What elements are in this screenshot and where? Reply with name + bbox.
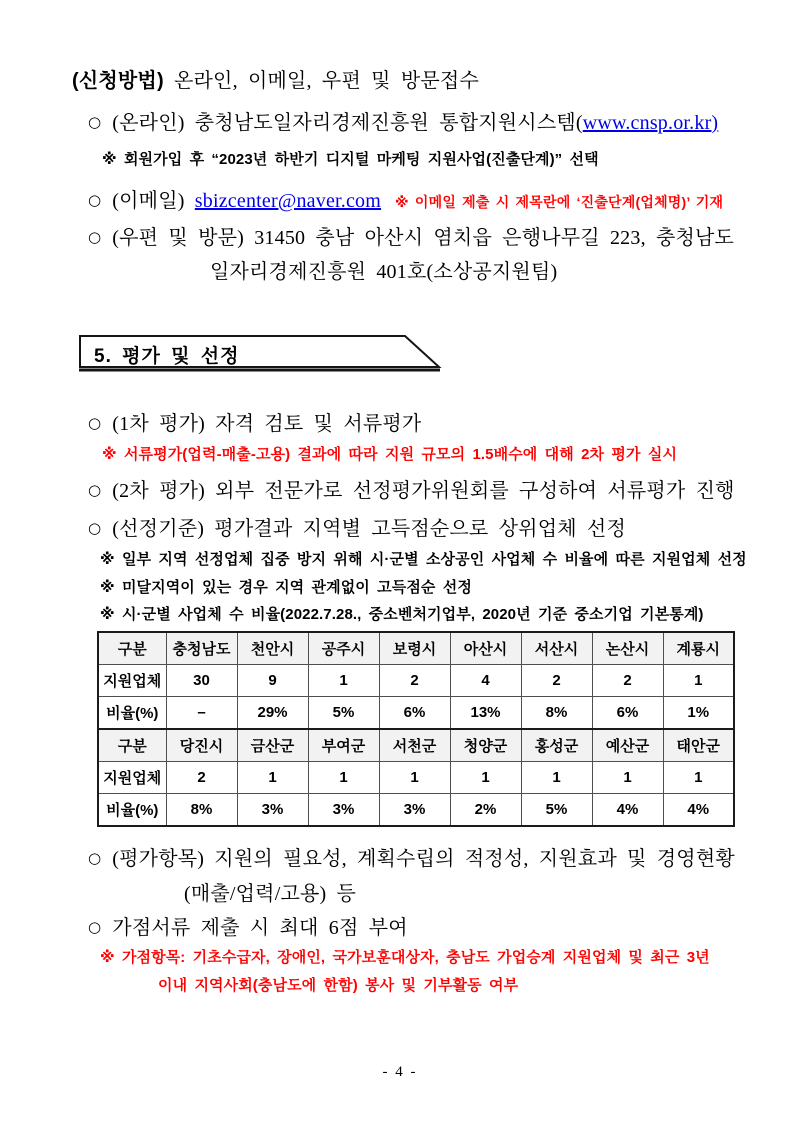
table-cell: – (166, 697, 237, 730)
table-row-label: 비율(%) (98, 697, 166, 730)
apply-method-text: 온라인, 이메일, 우편 및 방문접수 (174, 70, 479, 92)
circle-bullet-icon: ○ (88, 191, 102, 209)
table-header-cell: 구분 (98, 632, 166, 665)
table-cell: 6% (592, 697, 663, 730)
table-cell: 8% (521, 697, 592, 730)
circle-bullet-icon: ○ (88, 481, 102, 499)
table-cell: 1 (308, 665, 379, 697)
table-header-cell: 서천군 (379, 729, 450, 762)
circle-bullet-icon: ○ (88, 918, 102, 936)
table-row (98, 794, 734, 827)
items-text: (평가항목) 지원의 필요성, 계획수립의 적정성, 지원효과 및 경영현황 (112, 848, 735, 870)
table-row-label: 지원업체 (98, 762, 166, 794)
circle-bullet-icon: ○ (88, 228, 102, 246)
eval1-note: ※ 서류평가(업력-매출-고용) 결과에 따라 지원 규모의 1.5배수에 대해 2차 평가 실시 (102, 446, 678, 463)
circle-bullet-icon: ○ (88, 519, 102, 537)
bonus-line (88, 911, 408, 940)
table-header-cell: 충청남도 (166, 632, 237, 665)
email-label: (이메일) (112, 190, 195, 212)
items-line-cont: (매출/업력/고용) 등 (184, 883, 357, 905)
table-cell: 13% (450, 697, 521, 730)
email-subject-note: ※ 이메일 제출 시 제목란에 ‘진출단계(업체명)’ 기재 (395, 194, 724, 210)
table-row (98, 665, 734, 697)
table-cell: 30 (166, 665, 237, 697)
bonus-text: 가점서류 제출 시 최대 6점 부여 (112, 917, 408, 939)
table-cell: 29% (237, 697, 308, 730)
table-cell: 5% (521, 794, 592, 827)
table-cell: 3% (308, 794, 379, 827)
table-header-cell: 금산군 (237, 729, 308, 762)
apply-method-label: (신청방법) (72, 70, 164, 92)
email-line (88, 184, 723, 213)
member-signup-note: ※ 회원가입 후 “2023년 하반기 디지털 마케팅 지원사업(진출단계)” 선택 (102, 151, 599, 168)
criteria-text: (선정기준) 평가결과 지역별 고득점순으로 상위업체 선정 (112, 518, 626, 540)
table-cell: 3% (237, 794, 308, 827)
circle-bullet-icon: ○ (88, 849, 102, 867)
criteria-note-2: ※ 미달지역이 있는 경우 지역 관계없이 고득점순 선정 (100, 579, 472, 596)
table-cell: 4 (450, 665, 521, 697)
table-cell: 8% (166, 794, 237, 827)
table-header-cell: 아산시 (450, 632, 521, 665)
bonus-note-1: ※ 가점항목: 기초수급자, 장애인, 국가보훈대상자, 충남도 가업승계 지원업체 및 최근 3년 (100, 949, 710, 966)
table-header-cell: 당진시 (166, 729, 237, 762)
bonus-note-2: 이내 지역사회(충남도에 한함) 봉사 및 기부활동 여부 (158, 977, 519, 994)
table-cell: 3% (379, 794, 450, 827)
table-cell: 1 (663, 665, 734, 697)
table-cell: 1 (592, 762, 663, 794)
table-cell: 4% (663, 794, 734, 827)
table-cell: 5% (308, 697, 379, 730)
table-cell: 9 (237, 665, 308, 697)
table-header-cell: 계룡시 (663, 632, 734, 665)
table-cell: 1 (379, 762, 450, 794)
table-header-cell: 논산시 (592, 632, 663, 665)
criteria-note-3: ※ 시·군별 사업체 수 비율(2022.7.28., 중소벤처기업부, 2020년 기준 중소기업 기본통계) (100, 606, 704, 623)
table-header-cell: 천안시 (237, 632, 308, 665)
table-row (98, 762, 734, 794)
table-header-row (98, 632, 734, 665)
email-link[interactable]: sbizcenter@naver.com (194, 190, 382, 212)
table-cell: 1 (521, 762, 592, 794)
circle-bullet-icon: ○ (88, 414, 102, 432)
section5-title: 5. 평가 및 선정 (94, 346, 240, 367)
online-system-link[interactable]: www.cnsp.or.kr) (582, 112, 719, 134)
mail-visit-line-cont: 일자리경제진흥원 401호(소상공지원팀) (210, 261, 558, 283)
table-cell: 1 (237, 762, 308, 794)
table-cell: 2 (592, 665, 663, 697)
table-cell: 2 (166, 762, 237, 794)
table-header-cell: 구분 (98, 729, 166, 762)
eval1-line (88, 407, 421, 436)
table-cell: 2% (450, 794, 521, 827)
eval1-text: (1차 평가) 자격 검토 및 서류평가 (112, 413, 422, 435)
table-row-label: 지원업체 (98, 665, 166, 697)
criteria-line (88, 512, 626, 541)
table-header-cell: 보령시 (379, 632, 450, 665)
table-header-cell: 공주시 (308, 632, 379, 665)
table-cell: 2 (379, 665, 450, 697)
criteria-note-1: ※ 일부 지역 선정업체 집중 방지 위해 시·군별 소상공인 사업체 수 비율에 따른 지원업체 선정 (100, 551, 747, 568)
online-text: (온라인) 충청남도일자리경제진흥원 통합지원시스템( (112, 112, 583, 134)
table-header-cell: 홍성군 (521, 729, 592, 762)
mail-visit-text: (우편 및 방문) 31450 충남 아산시 염치읍 은행나무길 223, 충청남도 (112, 227, 735, 249)
table-header-cell: 서산시 (521, 632, 592, 665)
table-cell: 4% (592, 794, 663, 827)
page-number: - 4 - (382, 1064, 418, 1080)
items-line (88, 842, 735, 871)
table-row (98, 697, 734, 730)
table-cell: 1 (663, 762, 734, 794)
eval2-text: (2차 평가) 외부 전문가로 선정평가위원회를 구성하여 서류평가 진행 (112, 480, 735, 502)
table-header-row (98, 729, 734, 762)
mail-visit-line (88, 221, 734, 250)
circle-bullet-icon: ○ (88, 113, 102, 131)
table-cell: 6% (379, 697, 450, 730)
region-table-body (98, 632, 734, 826)
eval2-line (88, 474, 735, 503)
table-cell: 1 (450, 762, 521, 794)
table-header-cell: 부여군 (308, 729, 379, 762)
table-row-label: 비율(%) (98, 794, 166, 827)
region-quota-table (97, 631, 735, 827)
table-cell: 1 (308, 762, 379, 794)
table-cell: 2 (521, 665, 592, 697)
table-header-cell: 태안군 (663, 729, 734, 762)
table-header-cell: 예산군 (592, 729, 663, 762)
table-header-cell: 청양군 (450, 729, 521, 762)
apply-method-heading (72, 64, 479, 93)
table-cell: 1% (663, 697, 734, 730)
online-line (88, 106, 718, 135)
